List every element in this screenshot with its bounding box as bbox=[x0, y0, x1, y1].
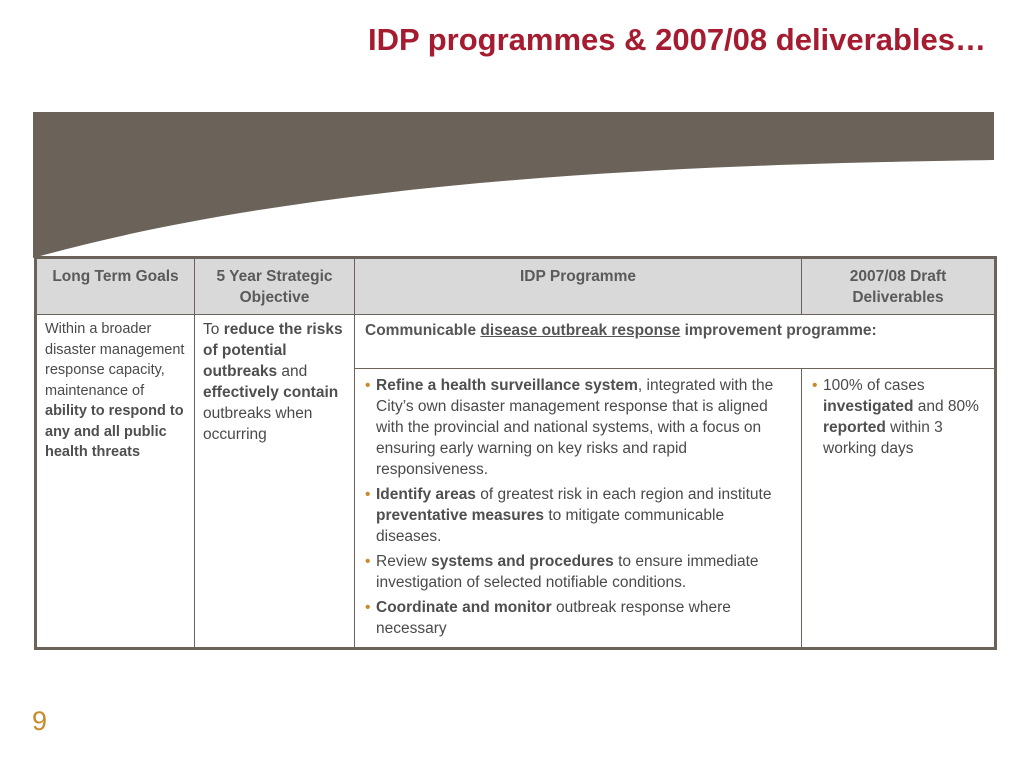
item-text: Review bbox=[376, 553, 432, 570]
list-item bbox=[365, 484, 791, 547]
item-text: 100% of cases bbox=[823, 377, 925, 394]
item-emphasis: investigated bbox=[823, 398, 914, 415]
programme-title-text: improvement programme: bbox=[680, 322, 877, 339]
item-text: to ensure immediate investigation of selected notifiable conditions. bbox=[376, 553, 759, 591]
goal-emphasis: ability to respond to any and all public health threats bbox=[45, 403, 184, 460]
list-item bbox=[365, 597, 791, 639]
programme-list bbox=[365, 375, 791, 639]
deliverables-cell bbox=[802, 369, 996, 649]
objective-text: and bbox=[277, 363, 308, 380]
item-text: within 3 working days bbox=[823, 419, 943, 457]
table-header-row bbox=[36, 258, 996, 315]
item-emphasis: Refine a health surveillance system bbox=[376, 377, 638, 394]
objective-text: To bbox=[203, 321, 224, 338]
list-item bbox=[365, 551, 791, 593]
header-idp-programme: IDP Programme bbox=[355, 258, 802, 315]
programme-title-link-text: disease outbreak response bbox=[480, 322, 681, 339]
item-text: , integrated with the City’s own disaster management response that is aligned with the provincial and national systems, with a focus on ensuring early warning on key risks and rapid responsiveness. bbox=[376, 377, 774, 478]
objective-emphasis: reduce the risks of potential outbreaks bbox=[203, 321, 343, 380]
header-long-term-goals: Long Term Goals bbox=[36, 258, 195, 315]
objective-text: outbreaks when occurring bbox=[203, 405, 313, 443]
decorative-banner bbox=[33, 112, 994, 258]
programme-items-cell bbox=[355, 369, 802, 649]
programme-title-cell bbox=[355, 315, 996, 369]
header-draft-deliverables: 2007/08 Draft Deliverables bbox=[802, 258, 996, 315]
item-emphasis: Coordinate and monitor bbox=[376, 599, 552, 616]
deliverables-list bbox=[812, 375, 984, 459]
list-item bbox=[812, 375, 984, 459]
item-text: of greatest risk in each region and institute bbox=[475, 486, 772, 503]
strategic-objective-cell bbox=[195, 315, 355, 649]
header-strategic-objective: 5 Year Strategic Objective bbox=[195, 258, 355, 315]
list-item bbox=[365, 375, 791, 480]
item-emphasis: systems and procedures bbox=[431, 553, 614, 570]
table-row bbox=[36, 315, 996, 369]
idp-table bbox=[34, 256, 994, 650]
objective-emphasis: effectively contain bbox=[203, 384, 339, 401]
goal-text: Within a broader disaster management response capacity, maintenance of bbox=[45, 321, 185, 399]
item-emphasis: reported bbox=[823, 419, 886, 436]
page-number: 9 bbox=[32, 706, 48, 736]
programme-title-text: Communicable bbox=[365, 322, 481, 339]
item-emphasis: preventative measures bbox=[376, 507, 545, 524]
item-emphasis: Identify areas bbox=[376, 486, 476, 503]
long-term-goal-cell bbox=[36, 315, 195, 649]
item-text: outbreak response where necessary bbox=[376, 599, 731, 637]
item-text: and 80% bbox=[913, 398, 979, 415]
item-text: to mitigate communicable diseases. bbox=[376, 507, 725, 545]
slide-title: IDP programmes & 2007/08 deliverables… bbox=[367, 22, 986, 57]
